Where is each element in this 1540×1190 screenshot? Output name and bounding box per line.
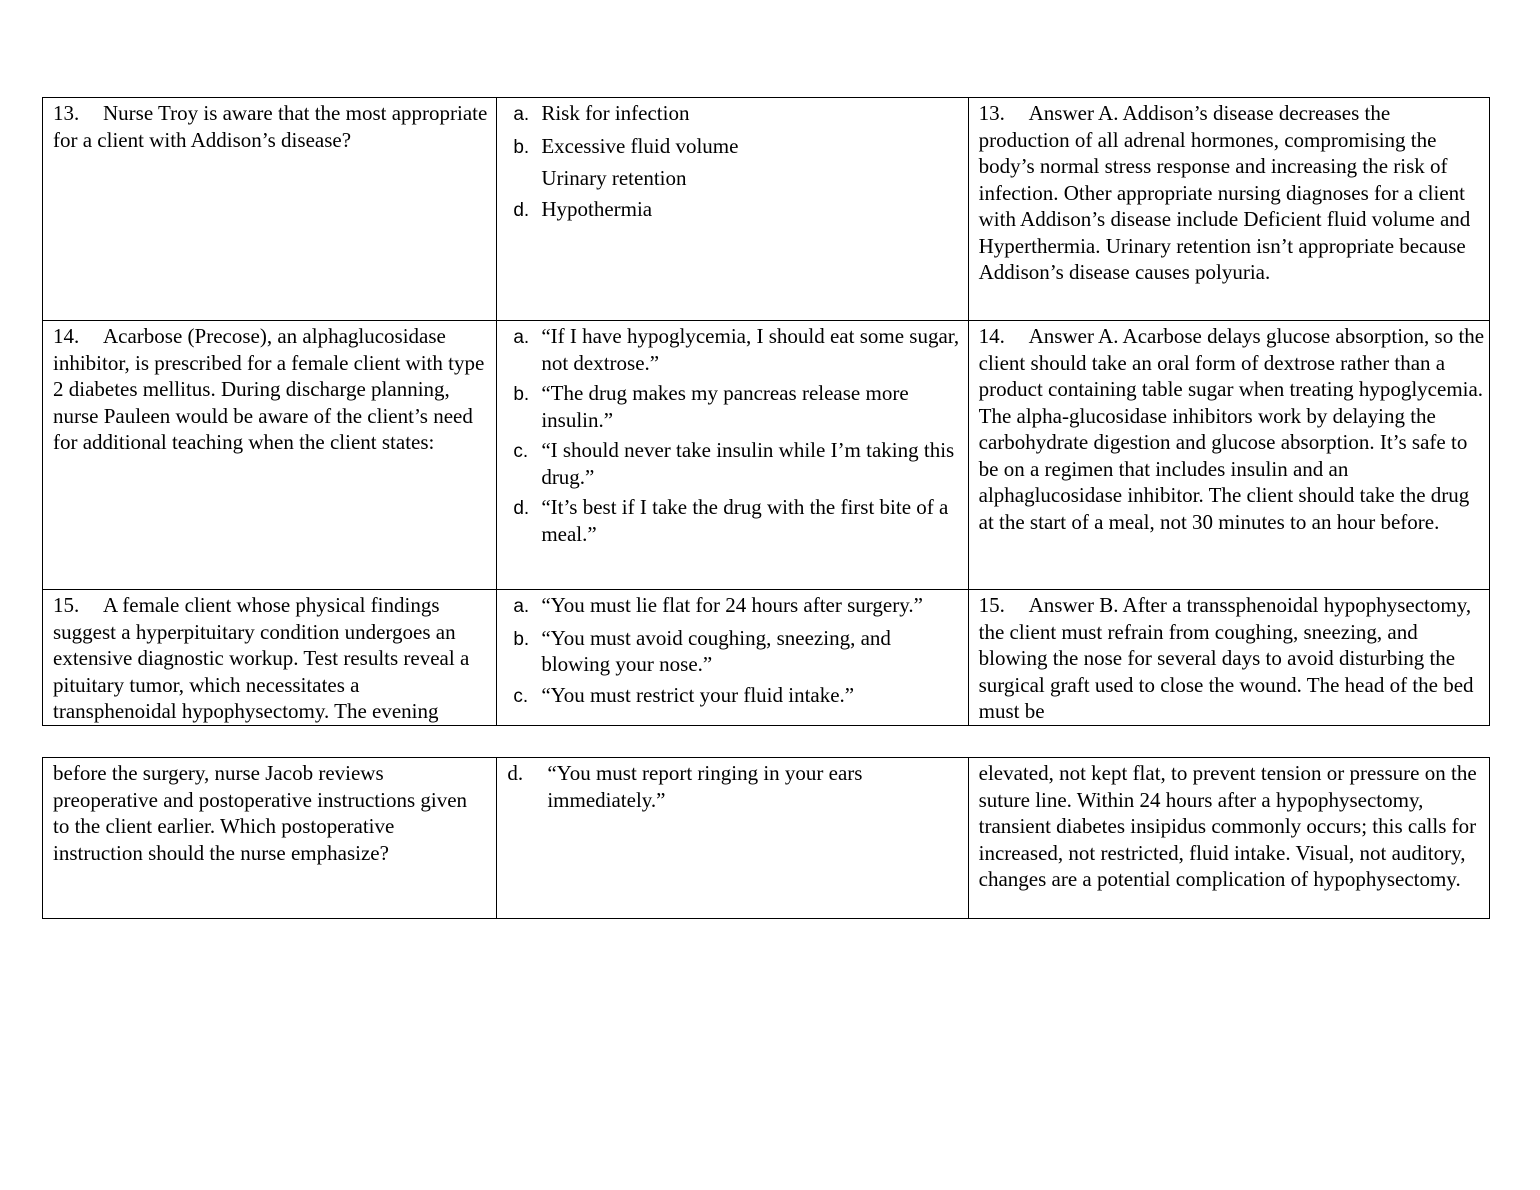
question-row-15-continued: [43, 758, 1490, 919]
question-cell: [43, 758, 497, 919]
option-letter: d.: [513, 498, 530, 519]
question-row-15: [43, 590, 1490, 726]
option-b: [513, 380, 961, 433]
answer-cell: [968, 98, 1489, 321]
answer-cell: [968, 758, 1489, 919]
option-text: “It’s best if I take the drug with the first bite of a meal.”: [541, 495, 949, 546]
answer-cell: [968, 590, 1489, 726]
answer-text: Answer A. Addison’s disease decreases the production of all adrenal hormones, compromising the body’s normal stress response and increasing the risk of infection. Other appropriate nursing diagnoses for a client with Addison’s disease include Deficient fluid volume and Hyperthermia. Urinary retention isn’t appropriate because Addison’s disease causes polyuria.: [978, 101, 1471, 284]
question-text: Acarbose (Precose), an alphaglucosidase inhibitor, is prescribed for a female client with type 2 diabetes mellitus. During discharge planning, nurse Pauleen would be aware of the client’s need for additional teaching when the client states:: [53, 324, 485, 454]
option-letter: c.: [513, 441, 529, 462]
option-letter: a.: [513, 104, 530, 125]
option-text: “You must avoid coughing, sneezing, and blowing your nose.”: [541, 625, 891, 676]
question-number: 15.: [53, 593, 80, 617]
option-d: [507, 760, 961, 813]
options-cell: [497, 321, 968, 590]
option-letter: [513, 165, 541, 167]
option-letter: d.: [513, 199, 530, 221]
question-row-13: [43, 98, 1490, 321]
option-text: “You must report ringing in your ears immediately.”: [547, 761, 863, 812]
option-letter: d.: [507, 761, 524, 785]
option-c: [513, 682, 961, 711]
question-text: A female client whose physical findings suggest a hyperpituitary condition undergoes an extensive diagnostic workup. Test results reveal a pituitary tumor, which necessitates a transphenoidal hypophysectomy. The evening: [53, 593, 470, 723]
option-text: “If I have hypoglycemia, I should eat some sugar, not dextrose.”: [541, 324, 960, 375]
option-b: [513, 133, 961, 162]
options-cell: [497, 98, 968, 321]
option-d: [513, 494, 961, 547]
option-text: Risk for infection: [541, 101, 690, 125]
answer-text: Answer B. After a transsphenoidal hypophysectomy, the client must refrain from coughing, sneezing, and blowing the nose for several days to avoid disturbing the surgical graft used to close the wound. The head of the bed must be: [978, 593, 1474, 723]
option-text: Urinary retention: [541, 166, 687, 190]
option-a: [513, 592, 961, 621]
option-c: [513, 165, 961, 192]
answer-number: 15.: [978, 593, 1005, 617]
options-cell: [497, 758, 968, 919]
answer-number: 14.: [978, 324, 1005, 348]
option-a: [513, 323, 961, 376]
questions-table: [42, 97, 1490, 726]
option-text: “I should never take insulin while I’m taking this drug.”: [541, 438, 955, 489]
option-b: [513, 625, 961, 678]
option-text: “You must restrict your fluid intake.”: [541, 682, 855, 707]
question-text: Nurse Troy is aware that the most appropriate for a client with Addison’s disease?: [53, 101, 488, 152]
question-number: 14.: [53, 324, 80, 348]
option-text: Hypothermia: [541, 196, 653, 221]
answer-cell: [968, 321, 1489, 590]
answer-number: 13.: [978, 101, 1005, 125]
question-cell: [43, 590, 497, 726]
option-d: [513, 196, 961, 225]
options-cell: [497, 590, 968, 726]
option-letter: b.: [513, 628, 530, 650]
question-row-14: [43, 321, 1490, 590]
option-letter: b.: [513, 384, 530, 405]
option-a: [513, 100, 961, 129]
option-text: Excessive fluid volume: [541, 133, 739, 158]
questions-table-continued: [42, 757, 1490, 919]
question-number: 13.: [53, 101, 80, 125]
option-letter: b.: [513, 136, 530, 158]
option-c: [513, 437, 961, 490]
option-letter: c.: [513, 685, 529, 707]
answer-text: elevated, not kept flat, to prevent tension or pressure on the suture line. Within 24 hours after a hypophysectomy, transient diabetes insipidus commonly occurs; this calls for increased, not restricted, fluid intake. Visual, not auditory, changes are a potential complication of hypophysectomy.: [978, 761, 1477, 891]
option-text: “The drug makes my pancreas release more insulin.”: [541, 381, 909, 432]
question-text: before the surgery, nurse Jacob reviews preoperative and postoperative instructions given to the client earlier. Which postoperative instruction should the nurse emphasize?: [53, 761, 468, 865]
option-letter: a.: [513, 327, 530, 348]
question-cell: [43, 321, 497, 590]
option-letter: a.: [513, 596, 530, 617]
answer-text: Answer A. Acarbose delays glucose absorption, so the client should take an oral form of dextrose rather than a product containing table sugar when treating hypoglycemia. The alpha-glucosidase inhibitors work by delaying the carbohydrate digestion and glucose absorption. It’s safe to be on a regimen that includes insulin and an alphaglucosidase inhibitor. The client should take the drug at the start of a meal, not 30 minutes to an hour before.: [978, 324, 1485, 534]
option-text: “You must lie flat for 24 hours after surgery.”: [541, 593, 923, 617]
question-cell: [43, 98, 497, 321]
